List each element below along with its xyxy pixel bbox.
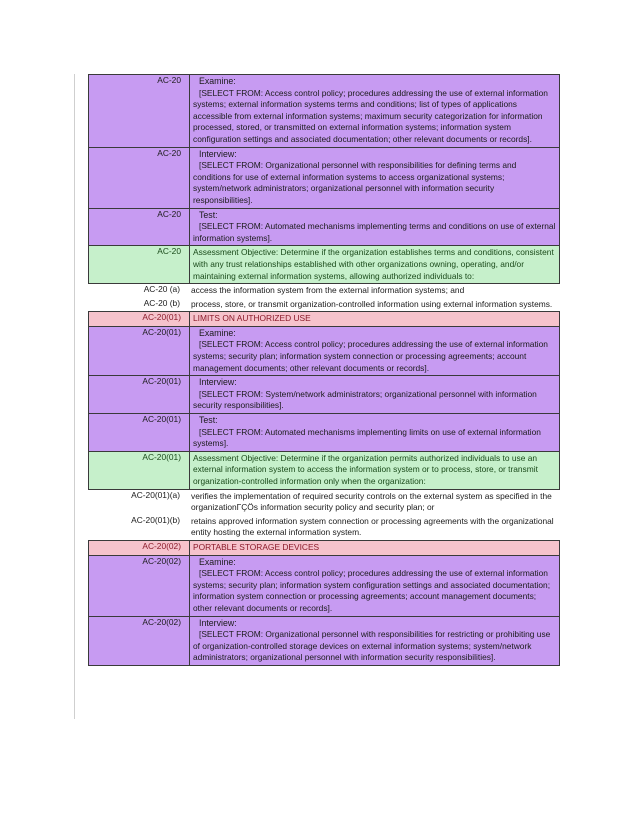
control-id: AC-20(01)(b) [131, 514, 180, 525]
row-content [189, 75, 559, 147]
table-row [88, 311, 560, 327]
row-content [189, 312, 559, 326]
row-content [189, 617, 559, 665]
method-heading: Examine: [199, 327, 236, 338]
control-id: AC-20(01) [142, 326, 181, 337]
table-row [88, 148, 560, 209]
method-body: [SELECT FROM: Access control policy; procedures addressing the use of external information systems; security plan; information system configuration settings and associated documentation; information system connection or processing agreements; account management documents; other relevant documents or records]. [193, 568, 551, 613]
method-heading: Interview: [199, 617, 237, 628]
table-row [88, 556, 560, 617]
row-content [189, 327, 559, 375]
row-content [189, 148, 559, 208]
table-row [88, 414, 560, 452]
row-content [189, 246, 559, 283]
method-body: [SELECT FROM: Automated mechanisms implementing terms and conditions on use of external information systems]. [193, 221, 556, 243]
table-row [88, 376, 560, 414]
row-text: process, store, or transmit organization-controlled information using external information systems. [191, 298, 553, 309]
method-heading: Interview: [199, 377, 237, 388]
table-row [88, 284, 558, 298]
table-row [88, 540, 560, 556]
method-heading: Examine: [199, 556, 236, 567]
row-text: Assessment Objective: Determine if the organization permits authorized individuals to use an external information system to access the information system or to process, store, or transmit organization-controlled information only when the organization: [193, 452, 538, 486]
row-content [189, 376, 559, 413]
table-row [88, 515, 558, 540]
row-content [188, 515, 558, 540]
control-id: AC-20 [157, 147, 181, 158]
table-row [88, 74, 560, 148]
method-heading: Test: [199, 209, 218, 220]
row-text: retains approved information system connection or processing agreements with the organizational entity hosting the external information system. [191, 515, 554, 538]
control-id: AC-20(02) [142, 555, 181, 566]
row-text: Assessment Objective: Determine if the organization establishes terms and conditions, consistent with any trust relationships established with other organizations owning, operating, and/or maintaining external information systems, allowing authorized individuals to: [193, 247, 554, 281]
table-row [88, 209, 560, 247]
control-id: AC-20(01) [142, 451, 181, 462]
row-content [188, 284, 558, 298]
table-row [88, 298, 558, 312]
table-row [88, 246, 560, 284]
method-body: [SELECT FROM: Access control policy; procedures addressing the use of external information systems; security plan; information system connection or processing agreements; account management documents; other relevant documents or records]. [193, 339, 548, 373]
row-content [189, 541, 559, 555]
section-title: PORTABLE STORAGE DEVICES [193, 541, 320, 552]
table-row [88, 490, 558, 515]
method-body: [SELECT FROM: Access control policy; procedures addressing the use of external information systems; external information systems terms and conditions; list of types of applications accessible from external information systems; maximum security categorization for information processed, stored, or transmitted on external information systems; information system configuration settings and associated documentation; other relevant documents or records]. [193, 87, 548, 144]
control-id: AC-20 [157, 208, 181, 219]
control-id: AC-20(01)(a) [131, 489, 180, 500]
method-heading: Test: [199, 415, 218, 426]
method-body: [SELECT FROM: System/network administrators; organizational personnel with information security responsibilities]. [193, 388, 537, 411]
row-text: verifies the implementation of required security controls on the external system as specified in the organizationΓÇÖs information security policy and security plan; or [191, 490, 552, 513]
control-id: AC-20(01) [142, 312, 181, 323]
control-id: AC-20 [157, 246, 181, 257]
control-id: AC-20 (a) [143, 284, 180, 295]
method-body: [SELECT FROM: Organizational personnel with responsibilities for restricting or prohibiting use of organization-controlled storage devices on external information systems; system/network administrators; organizational personnel with information security responsibilities]. [193, 629, 551, 663]
control-id: AC-20(01) [142, 376, 181, 387]
control-id: AC-20 (b) [143, 297, 180, 308]
table-row [88, 327, 560, 376]
row-content [188, 298, 558, 312]
control-id: AC-20 [157, 75, 181, 85]
row-content [189, 209, 559, 246]
method-heading: Examine: [199, 76, 236, 86]
section-title: LIMITS ON AUTHORIZED USE [193, 313, 311, 324]
row-content [189, 556, 559, 616]
row-content [189, 414, 559, 451]
method-body: [SELECT FROM: Automated mechanisms implementing limits on use of external information systems]. [193, 426, 541, 449]
method-body: [SELECT FROM: Organizational personnel with responsibilities for defining terms and conditions for use of external information systems to access organizational systems; system/network administrators; organizational personnel with information security responsibilities]. [193, 160, 517, 205]
row-content [189, 452, 559, 489]
table-row [88, 452, 560, 490]
control-id: AC-20(01) [142, 414, 181, 425]
page-margin-line [74, 74, 75, 719]
row-text: access the information system from the external information systems; and [191, 285, 465, 296]
control-id: AC-20(02) [142, 540, 181, 551]
assessment-table [88, 74, 558, 666]
table-row [88, 617, 560, 666]
method-heading: Interview: [199, 148, 237, 159]
row-content [188, 490, 558, 515]
control-id: AC-20(02) [142, 616, 181, 627]
